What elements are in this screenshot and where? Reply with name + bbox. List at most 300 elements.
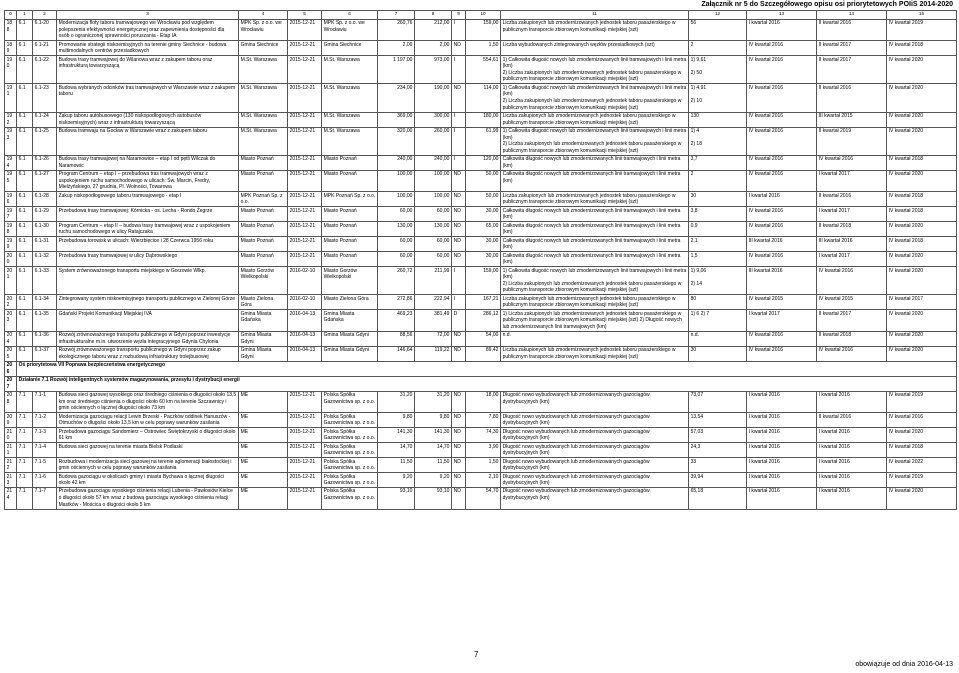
table-cell: Zintegrowany system niskoemisyjnego transportu publicznego w Zielonej Górze [57, 295, 239, 310]
table-cell: 2016-02-10 [288, 267, 322, 295]
section-row [5, 376, 957, 391]
table-cell: 194 [5, 155, 17, 170]
table-cell: 7,80 [466, 413, 501, 428]
table-cell: Miasto Poznań [239, 222, 288, 237]
table-cell: 30 [689, 346, 747, 361]
table-cell: 381,49 [415, 310, 452, 332]
table-cell: 141,30 [415, 428, 452, 443]
table-cell: 6.1 [17, 310, 33, 332]
table-cell: I kwartał 2016 [817, 458, 887, 473]
table-cell: I kwartał 2016 [747, 443, 817, 458]
table-cell: Gmina Miasta Gdyni [322, 331, 378, 346]
table-cell: 1) 4 2) 18 [689, 127, 747, 155]
table-cell: Gmina Miasta Gdyni [322, 346, 378, 361]
table-cell: 2015-12-21 [288, 443, 322, 458]
table-cell: III kwartał 2016 [747, 237, 817, 252]
table-cell: 100,00 [378, 170, 415, 192]
table-cell: 6.1-33 [33, 267, 57, 295]
table-cell: ME [239, 488, 288, 510]
table-cell: Przebudowa gazociągu Sandomierz – Ostrowiec Świętokrzyski o długości około 61 km [57, 428, 239, 443]
table-cell: Zakup niskopodłogowego taboru tramwajowego - etap I [57, 192, 239, 207]
table-cell: 6.1 [17, 295, 33, 310]
table-cell: 190 [5, 56, 17, 84]
table-cell: MPK Poznań Sp. z o.o. [322, 192, 378, 207]
table-cell: ND [452, 428, 466, 443]
table-cell: Miasto Poznań [322, 222, 378, 237]
table-cell: ME [239, 473, 288, 488]
table-cell: I kwartał 2017 [817, 207, 887, 222]
table-row [5, 413, 957, 428]
row-number-cell: 207 [5, 376, 17, 391]
table-cell: 234,00 [378, 84, 415, 112]
table-cell: 2,00 [378, 41, 415, 56]
table-cell: Długość nowo wybudowanych lub zmodernizowanych gazociągów dystrybucyjnych (km) [501, 413, 689, 428]
table-cell: IV kwartał 2018 [887, 155, 957, 170]
table-cell: ND [452, 252, 466, 267]
table-cell: Gmina Miasta Gdańska [239, 310, 288, 332]
table-cell: IV kwartał 2016 [747, 207, 817, 222]
table-cell: I kwartał 2017 [747, 310, 817, 332]
table-cell: Gmina Siechnice [322, 41, 378, 56]
table-cell: 6.1 [17, 252, 33, 267]
table-cell: 30,00 [466, 252, 501, 267]
table-cell: 18,00 [466, 391, 501, 413]
table-cell: ND [452, 488, 466, 510]
table-cell: 1 197,00 [378, 56, 415, 84]
table-cell: Rozwój zrównoważonego transportu publicznego w Gdyni poprzez zakup ekologicznego taboru wraz z rozbudową infrastruktury trolejbusowej [57, 346, 239, 361]
table-cell: Przebudowa trasy tramwajowej w ulicy Dąbrowskiego [57, 252, 239, 267]
table-cell: 6.1-22 [33, 56, 57, 84]
table-cell: Długość nowo wybudowanych lub zmodernizowanych gazociągów dystrybucyjnych (km) [501, 428, 689, 443]
table-cell: 114,00 [466, 84, 501, 112]
table-cell: IV kwartał 2020 [887, 222, 957, 237]
table-row [5, 170, 957, 192]
table-cell: 1) Całkowita długość nowych lub zmodernizowanych linii tramwajowych i linii metra (km) 2) Liczba zakupionych lub zmodernizowanych jednostek taboru pasażerskiego w publicznym transporcie zbiorowym komunikacji miejskiej (szt) [501, 84, 689, 112]
table-cell: 1) 9,06 2) 14 [689, 267, 747, 295]
table-cell: IV kwartał 2020 [887, 84, 957, 112]
table-cell: I kwartał 2016 [747, 488, 817, 510]
table-cell: I [452, 155, 466, 170]
table-cell: Budowa trasy tramwajowej do Wilanowa wraz z zakupem taboru oraz infrastrukturą towarzyszącą [57, 56, 239, 84]
table-cell: Polska Spółka Gazownictwa sp. z o.o. [322, 428, 378, 443]
section-row [5, 361, 957, 376]
table-cell: I kwartał 2016 [817, 428, 887, 443]
table-cell: ME [239, 458, 288, 473]
table-cell: ND [452, 84, 466, 112]
table-cell: 6.1-34 [33, 295, 57, 310]
table-cell: 2016-04-13 [288, 310, 322, 332]
table-cell: Rozwój zrównoważonego transportu publicznego w Gdyni poprzez inwestycje infrastrukturalne m.in. utworzenie węzła integracyjnego Gdynia Chylonia [57, 331, 239, 346]
table-cell: 6.1 [17, 346, 33, 361]
table-cell: 159,00 [466, 267, 501, 295]
table-cell: 6.1-30 [33, 222, 57, 237]
table-cell: Miasto Poznań [239, 237, 288, 252]
effective-date-note: obowiązuje od dnia 2016-04-13 [855, 661, 953, 668]
table-cell: Miasto Poznań [322, 155, 378, 170]
table-cell: MPK Sp. z o.o. we Wrocławiu [322, 19, 378, 41]
table-cell: 554,61 [466, 56, 501, 84]
column-number-cell: 0 [5, 11, 17, 20]
table-cell: 167,21 [466, 295, 501, 310]
table-cell: I kwartał 2016 [747, 192, 817, 207]
table-cell: Długość nowo wybudowanych lub zmodernizowanych gazociągów dystrybucyjnych (km) [501, 458, 689, 473]
table-cell: 7.1 [17, 488, 33, 510]
table-cell: 2015-12-21 [288, 41, 322, 56]
table-cell: I kwartał 2017 [817, 252, 887, 267]
table-cell: 6.1-21 [33, 41, 57, 56]
table-cell: 203 [5, 310, 17, 332]
table-cell: Przebudowa gazociągu wysokiego ciśnienia relacji Lubenia - Pawłosiów Kielce o długości około 57 km wraz z budową gazociągu wysokiego ciśnienia relacji Mastków - Mościca o długości około 5 km [57, 488, 239, 510]
table-cell: IV kwartał 2020 [887, 428, 957, 443]
table-cell: 141,30 [378, 428, 415, 443]
table-cell: Długość nowo wybudowanych lub zmodernizowanych gazociągów dystrybucyjnych (km) [501, 473, 689, 488]
table-cell: IV kwartał 2016 [747, 252, 817, 267]
table-cell: 1) Liczba zakupionych lub zmodernizowanych jednostek taboru pasażerskiego w publicznym transporcie zbiorowym komunikacji miejskiej (szt) 2) Długość nowych lub zmodernizowanych linii tramwajowych (km) [501, 310, 689, 332]
table-cell: 211 [5, 443, 17, 458]
table-cell: 2015-12-21 [288, 237, 322, 252]
table-cell: 65,18 [689, 488, 747, 510]
table-cell: 120,00 [466, 155, 501, 170]
column-number-row [5, 11, 957, 20]
table-cell: I kwartał 2016 [747, 473, 817, 488]
table-cell: IV kwartał 2020 [887, 488, 957, 510]
column-number-cell: 14 [817, 11, 887, 20]
column-number-cell: 8 [415, 11, 452, 20]
table-row [5, 56, 957, 84]
table-cell: M.St. Warszawa [239, 56, 288, 84]
table-cell: IV kwartał 2016 [747, 41, 817, 56]
table-cell: II kwartał 2018 [817, 331, 887, 346]
table-cell: 2015-12-21 [288, 222, 322, 237]
column-number-cell: 10 [466, 11, 501, 20]
table-cell: Całkowita długość nowych lub zmodernizowanych linii tramwajowych i linii metra (km) [501, 155, 689, 170]
table-cell: 7.1-6 [33, 473, 57, 488]
table-cell: ND [452, 458, 466, 473]
table-cell: 2 [689, 41, 747, 56]
table-cell: Miasto Poznań [322, 170, 378, 192]
table-cell: 200 [5, 252, 17, 267]
table-cell: 56 [689, 19, 747, 41]
table-cell: ND [452, 391, 466, 413]
table-cell: 6.1 [17, 84, 33, 112]
table-cell: 2015-12-21 [288, 155, 322, 170]
table-cell: III kwartał 2015 [817, 112, 887, 127]
table-cell: I kwartał 2016 [817, 488, 887, 510]
table-cell: 7.1 [17, 443, 33, 458]
table-cell: 189 [5, 41, 17, 56]
table-cell: II kwartał 2018 [817, 222, 887, 237]
table-cell: I kwartał 2016 [747, 413, 817, 428]
table-cell: 2015-12-21 [288, 127, 322, 155]
table-cell: D [452, 310, 466, 332]
table-cell: 214 [5, 488, 17, 510]
table-cell: 60,00 [378, 252, 415, 267]
table-cell: Przebudowa trasy tramwajowej: Kórnicka - os. Lecha - Rondo Żegrze [57, 207, 239, 222]
table-cell: n.d. [689, 331, 747, 346]
table-cell: Polska Spółka Gazownictwa sp. z o.o. [322, 488, 378, 510]
table-row [5, 112, 957, 127]
table-cell: IV kwartał 2020 [887, 267, 957, 295]
table-cell: 6.1 [17, 112, 33, 127]
table-cell: 11,50 [378, 458, 415, 473]
table-cell: 50,00 [466, 192, 501, 207]
table-cell: 54,70 [466, 488, 501, 510]
table-cell: 2015-12-21 [288, 192, 322, 207]
table-cell: 73,07 [689, 391, 747, 413]
table-cell: 1,5 [689, 252, 747, 267]
table-cell: Rozbudowa i modernizacja sieci gazowej na terenie aglomeracji białostockiej i gmin ościennych w celu poprawy warunków zasilania [57, 458, 239, 473]
column-number-cell: 1 [17, 11, 33, 20]
table-cell: 6.1 [17, 127, 33, 155]
table-cell: 9,20 [378, 473, 415, 488]
table-cell: IV kwartał 2020 [887, 56, 957, 84]
table-cell: Miasto Poznań [239, 155, 288, 170]
table-cell: 1,50 [466, 458, 501, 473]
table-cell: Polska Spółka Gazownictwa sp. z o.o. [322, 443, 378, 458]
table-cell: Liczba zakupionych lub zmodernizowanych jednostek taboru pasażerskiego w publicznym transporcie zbiorowym komunikacji miejskiej (szt) [501, 192, 689, 207]
table-cell: 119,22 [415, 346, 452, 361]
table-cell: 272,86 [378, 295, 415, 310]
table-cell: 7.1-4 [33, 443, 57, 458]
column-number-cell: 11 [501, 11, 689, 20]
table-cell: IV kwartał 2020 [887, 170, 957, 192]
table-cell: 9,20 [415, 473, 452, 488]
table-cell: II kwartał 2016 [817, 84, 887, 112]
table-cell: Program Centrum – etap II – budowa trasy tramwajowej wraz z uspokojeniem ruchu samochodowego w ulicy Ratajczaka [57, 222, 239, 237]
table-cell: 2,10 [466, 473, 501, 488]
table-cell: 973,00 [415, 56, 452, 84]
table-cell: Modernizacja floty taboru tramwajowego we Wrocławiu pod względem polepszenia efektywności energetycznej oraz zapewnienia dostępności dla osób o ograniczonej sprawności poruszania - Etap IA [57, 19, 239, 41]
table-cell: 61,99 [466, 127, 501, 155]
table-cell: 2015-12-21 [288, 413, 322, 428]
table-cell: 2015-12-21 [288, 19, 322, 41]
page-number: 7 [474, 650, 479, 659]
table-cell: Gmina Miasta Gdyni [239, 331, 288, 346]
table-cell: 9,80 [415, 413, 452, 428]
table-cell: 159,00 [466, 19, 501, 41]
table-cell: IV kwartał 2016 [887, 413, 957, 428]
column-number-cell: 3 [57, 11, 239, 20]
table-cell: Liczba zakupionych lub zmodernizowanych jednostek taboru pasażerskiego w publicznym transporcie zbiorowym komunikacji miejskiej (szt) [501, 19, 689, 41]
table-cell: 6.1-32 [33, 252, 57, 267]
table-cell: IV kwartał 2016 [747, 170, 817, 192]
table-cell: IV kwartał 2018 [887, 41, 957, 56]
column-number-cell: 5 [288, 11, 322, 20]
table-cell: 210 [5, 428, 17, 443]
table-cell: M.St. Warszawa [239, 127, 288, 155]
table-cell: 6.1 [17, 56, 33, 84]
table-cell: Polska Spółka Gazownictwa sp. z o.o. [322, 473, 378, 488]
table-cell: System zrównoważonego transportu miejskiego w Gorzowie Wlkp. [57, 267, 239, 295]
table-cell: 146,64 [378, 346, 415, 361]
table-cell: 2015-12-21 [288, 473, 322, 488]
table-cell: 14,70 [415, 443, 452, 458]
table-row [5, 19, 957, 41]
table-cell: 2 [689, 170, 747, 192]
table-cell: Długość nowo wybudowanych lub zmodernizowanych gazociągów dystrybucyjnych (km) [501, 488, 689, 510]
table-cell: 57,03 [689, 428, 747, 443]
table-cell: 6.1 [17, 207, 33, 222]
table-cell: 1) 9,61 2) 50 [689, 56, 747, 84]
table-cell: 260,76 [378, 19, 415, 41]
table-cell: M.St. Warszawa [322, 112, 378, 127]
table-cell: Polska Spółka Gazownictwa sp. z o.o. [322, 391, 378, 413]
table-cell: 2015-12-21 [288, 207, 322, 222]
table-cell: 204 [5, 331, 17, 346]
table-cell: 286,12 [466, 310, 501, 332]
table-cell: 212,00 [415, 19, 452, 41]
table-cell: 205 [5, 346, 17, 361]
table-cell: IV kwartał 2016 [747, 84, 817, 112]
table-cell: 6.1-24 [33, 112, 57, 127]
table-cell: ND [452, 413, 466, 428]
table-cell: 7.1 [17, 473, 33, 488]
table-cell: 1) Całkowita długość nowych lub zmodernizowanych linii tramwajowych i linii metra (km) 2) Liczba zakupionych lub zmodernizowanych jednostek taboru pasażerskiego w publicznym transporcie zbiorowym komunikacji miejskiej (szt) [501, 127, 689, 155]
table-cell: IV kwartał 2020 [887, 310, 957, 332]
table-cell: 7.1-1 [33, 391, 57, 413]
table-cell: 2015-12-21 [288, 391, 322, 413]
table-cell: 2015-12-21 [288, 252, 322, 267]
table-cell: 188 [5, 19, 17, 41]
table-cell: IV kwartał 2016 [817, 346, 887, 361]
table-cell: I kwartał 2016 [747, 19, 817, 41]
table-cell: 65,00 [466, 222, 501, 237]
table-cell: Miasto Poznań [322, 207, 378, 222]
table-cell: 60,00 [378, 237, 415, 252]
table-cell: 6.1-36 [33, 331, 57, 346]
table-cell: IV kwartał 2015 [747, 295, 817, 310]
table-cell: 3,90 [466, 443, 501, 458]
table-cell: Miasto Gorzów Wielkopolski [322, 267, 378, 295]
table-cell: 1) Całkowita długość nowych lub zmodernizowanych linii tramwajowych i linii metra (km) 2) Liczba zakupionych lub zmodernizowanych jednostek taboru pasażerskiego w publicznym transporcie zbiorowym komunikacji miejskiej (szt) [501, 267, 689, 295]
table-cell: 240,00 [415, 155, 452, 170]
table-cell: Budowa gazociągu w okolicach gminy i miasta Bychawa o łącznej długości około 42 km [57, 473, 239, 488]
table-cell: ND [452, 41, 466, 56]
table-cell: IV kwartał 2016 [747, 155, 817, 170]
table-cell: Gmina Siechnice [239, 41, 288, 56]
table-row [5, 391, 957, 413]
table-cell: Całkowita długość nowych lub zmodernizowanych linii tramwajowych i linii metra (km) [501, 237, 689, 252]
row-number-cell: 206 [5, 361, 17, 376]
table-cell: 6.1-25 [33, 127, 57, 155]
table-cell: 6.1 [17, 170, 33, 192]
column-number-cell: 9 [452, 11, 466, 20]
table-cell: 208 [5, 391, 17, 413]
table-cell: 30 [689, 192, 747, 207]
table-row [5, 488, 957, 510]
table-cell: 2,00 [415, 41, 452, 56]
column-number-cell: 15 [887, 11, 957, 20]
table-cell: Polska Spółka Gazownictwa sp. z o.o. [322, 458, 378, 473]
table-cell: 212 [5, 458, 17, 473]
table-cell: Budowa tramwaju na Gocław w Warszawie wraz z zakupem taboru [57, 127, 239, 155]
table-row [5, 331, 957, 346]
table-cell: Modernizacja gazociągu relacji Lewin Brzeski - Paczków oddinek Hanuszów - Otmuchów o długości około 13,5 km w celu poprawy warunków zasilania [57, 413, 239, 428]
table-row [5, 252, 957, 267]
table-cell: 2015-12-21 [288, 112, 322, 127]
table-cell: Miasto Poznań [239, 252, 288, 267]
table-cell: ND [452, 192, 466, 207]
table-cell: Całkowita długość nowych lub zmodernizowanych linii tramwajowych i linii metra (km) [501, 252, 689, 267]
table-cell: Całkowita długość nowych lub zmodernizowanych linii tramwajowych i linii metra (km) [501, 170, 689, 192]
table-cell: Promowanie strategii niskoemisyjnych na terenie gminy Siechnice - budowa multimodalnych centrów przesiadkowych [57, 41, 239, 56]
table-row [5, 41, 957, 56]
table-cell: 1,50 [466, 41, 501, 56]
table-cell: 80 [689, 295, 747, 310]
table-cell: 6.1-20 [33, 19, 57, 41]
column-number-cell: 12 [689, 11, 747, 20]
table-cell: 209 [5, 413, 17, 428]
table-cell: 6.1 [17, 155, 33, 170]
table-cell: 2015-12-21 [288, 84, 322, 112]
table-cell: 7.1 [17, 428, 33, 443]
table-cell: II kwartał 2016 [817, 19, 887, 41]
table-cell: 7.1 [17, 413, 33, 428]
table-cell: 2,1 [689, 237, 747, 252]
table-cell: 39,94 [689, 473, 747, 488]
table-cell: 60,00 [415, 237, 452, 252]
table-cell: Przebudowa torowisk w ulicach: Wierzbięcice i 28 Czerwca 1956 roku [57, 237, 239, 252]
table-cell: II kwartał 2019 [817, 127, 887, 155]
table-cell: M.St. Warszawa [239, 84, 288, 112]
table-cell: ND [452, 473, 466, 488]
table-cell: 6.1 [17, 19, 33, 41]
table-cell: M.St. Warszawa [322, 56, 378, 84]
table-cell: 211,99 [415, 267, 452, 295]
table-cell: Miasto Poznań [239, 170, 288, 192]
table-cell: IV kwartał 2016 [747, 56, 817, 84]
table-cell: 6.1 [17, 331, 33, 346]
table-cell: 202 [5, 295, 17, 310]
table-cell: 6.1-23 [33, 84, 57, 112]
table-cell: IV kwartał 2020 [887, 252, 957, 267]
table-cell: 6.1-28 [33, 192, 57, 207]
table-cell: 180,00 [466, 112, 501, 127]
table-row [5, 267, 957, 295]
table-cell: IV kwartał 2016 [747, 112, 817, 127]
table-cell: 0,9 [689, 222, 747, 237]
table-cell: M.St. Warszawa [322, 127, 378, 155]
table-cell: 7.1 [17, 458, 33, 473]
table-cell: II kwartał 2017 [817, 310, 887, 332]
table-cell: 24,3 [689, 443, 747, 458]
table-cell: I [452, 112, 466, 127]
table-cell: Miasto Zielona Góra [322, 295, 378, 310]
table-cell: 88,56 [378, 331, 415, 346]
table-cell: 31,20 [378, 391, 415, 413]
table-cell: 100,00 [415, 170, 452, 192]
table-cell: 6.1-27 [33, 170, 57, 192]
table-row [5, 84, 957, 112]
table-cell: 196 [5, 192, 17, 207]
table-cell: Polska Spółka Gazownictwa sp. z o.o. [322, 413, 378, 428]
table-cell: Liczba zakupionych lub zmodernizowanych jednostek taboru pasażerskiego w publicznym transporcie zbiorowym komunikacji miejskiej (szt) [501, 112, 689, 127]
table-cell: 201 [5, 267, 17, 295]
document-header-note: Załącznik nr 5 do Szczegółowego opisu osi priorytetowych POIiŚ 2014-2020 [701, 1, 953, 8]
table-cell: 198 [5, 222, 17, 237]
table-cell: III kwartał 2016 [747, 267, 817, 295]
table-cell: 54,00 [466, 331, 501, 346]
table-cell: 30,00 [466, 207, 501, 222]
table-cell: 6.1-31 [33, 237, 57, 252]
section-title-cell: Oś priorytetowa VII Poprawa bezpieczeństwa energetycznego [17, 361, 957, 376]
project-list-table [4, 10, 957, 510]
column-number-cell: 13 [747, 11, 817, 20]
table-cell: IV kwartał 2020 [887, 331, 957, 346]
table-cell: Całkowita długość nowych lub zmodernizowanych linii tramwajowych i linii metra (km) [501, 222, 689, 237]
table-cell: III kwartał 2016 [817, 237, 887, 252]
table-cell: IV kwartał 2018 [887, 443, 957, 458]
